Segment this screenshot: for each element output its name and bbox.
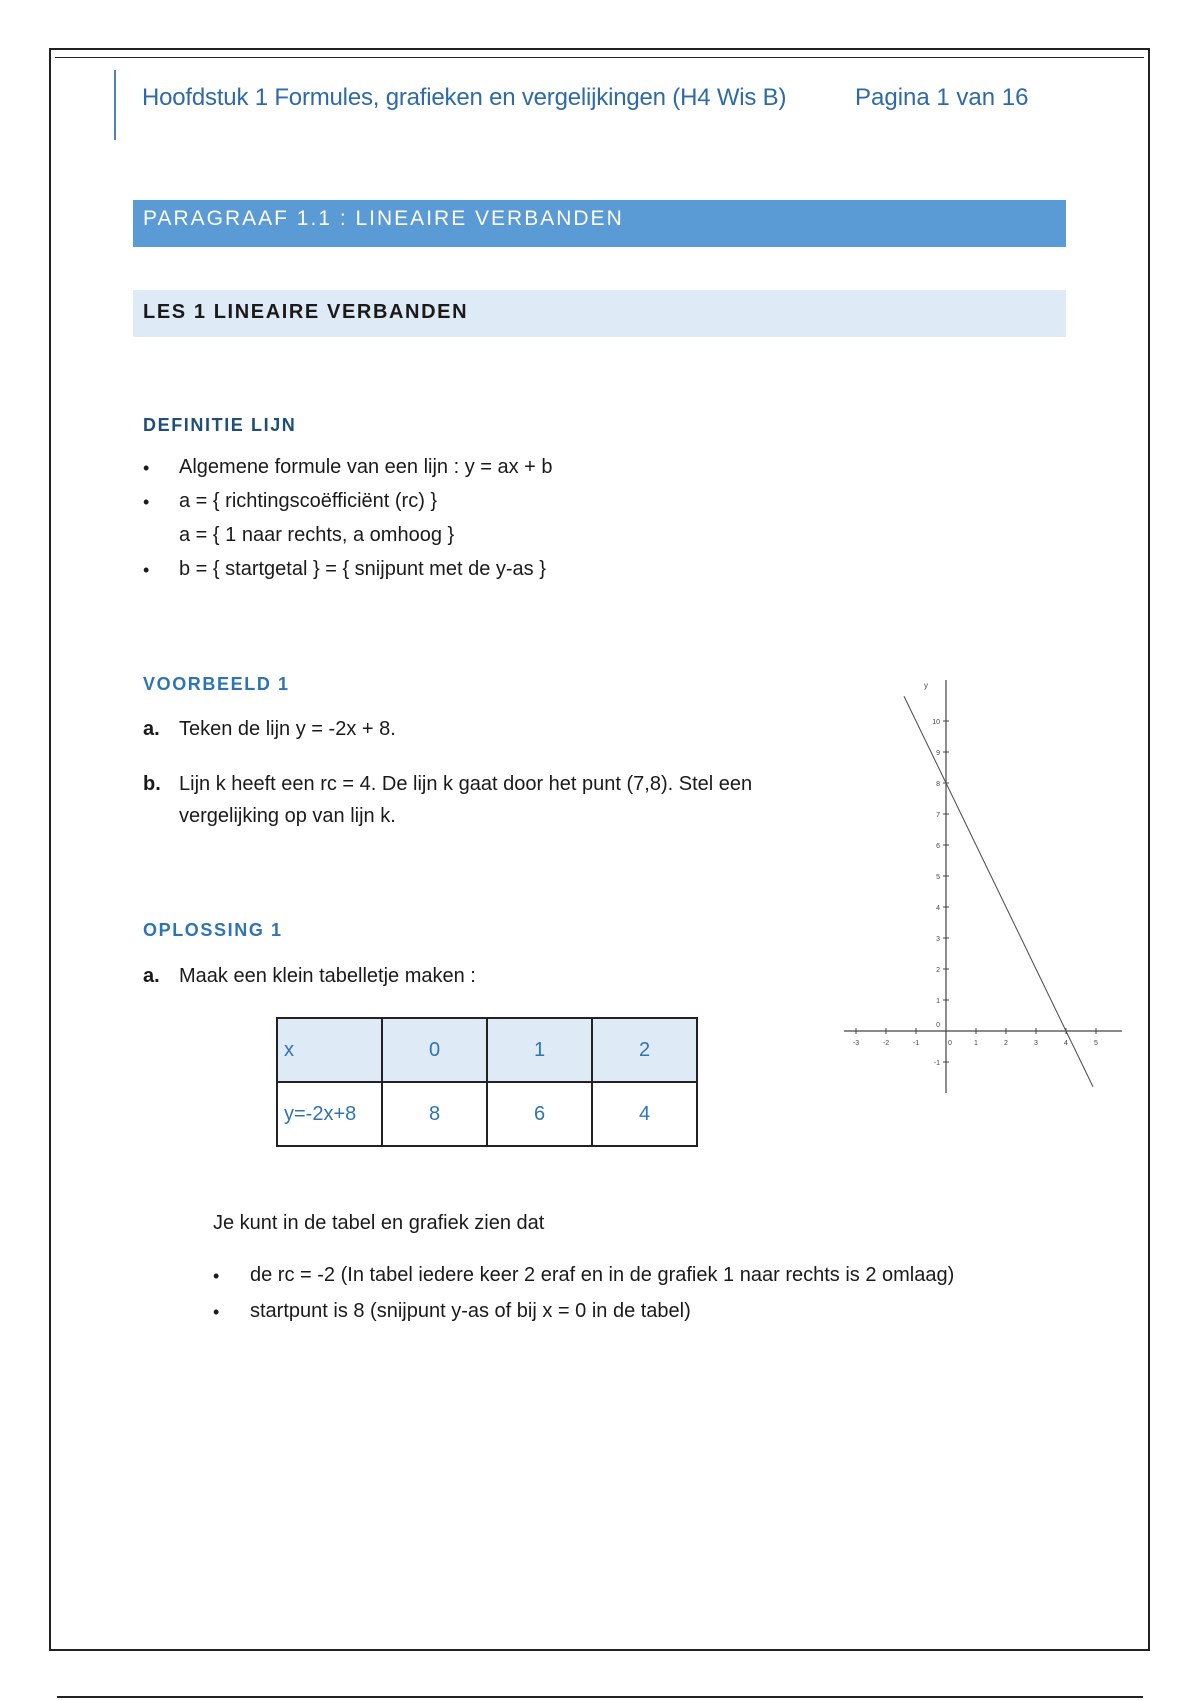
definitie-item: a = { 1 naar rechts, a omhoog }	[179, 524, 455, 546]
definitie-bullet: •	[143, 458, 150, 478]
y-tick-label: 7	[936, 812, 940, 819]
definitie-bullet: •	[143, 560, 150, 580]
table-row	[277, 1082, 697, 1146]
voorbeeld-b-text: vergelijking op van lijn k.	[179, 805, 396, 827]
table-cell: 2	[592, 1018, 697, 1082]
table-cell: 8	[382, 1082, 487, 1146]
y-tick-label: -1	[933, 1060, 940, 1067]
table-row	[277, 1018, 697, 1082]
table-cell: 6	[487, 1082, 592, 1146]
oplossing-bullet-marker: •	[213, 1302, 220, 1322]
x-tick-label: -1	[912, 1040, 920, 1047]
table-cell: 1	[487, 1018, 592, 1082]
y-tick-label: 2	[936, 967, 940, 974]
x-tick-label: 3	[1034, 1040, 1038, 1047]
origin-label: 0	[936, 1022, 940, 1029]
voorbeeld-b-label: b.	[143, 773, 161, 795]
frame-inner-rule	[55, 57, 1144, 58]
definitie-heading: DEFINITIE LIJN	[143, 415, 297, 435]
table-cell: x	[277, 1018, 382, 1082]
oplossing-bullet-marker: •	[213, 1266, 220, 1286]
x-tick-label: 2	[1004, 1040, 1008, 1047]
page-number: Pagina 1 van 16	[855, 84, 1029, 111]
y-tick-label: 8	[936, 781, 940, 788]
y-tick-label: 9	[936, 750, 940, 757]
x-tick-label: 5	[1094, 1040, 1098, 1047]
y-tick-label: 1	[936, 998, 940, 1005]
oplossing-bullet: de rc = -2 (In tabel iedere keer 2 eraf en in de grafiek 1 naar rechts is 2 omlaag)	[250, 1264, 955, 1286]
table-cell: 4	[592, 1082, 697, 1146]
value-table	[276, 1017, 698, 1147]
y-tick-label: 5	[936, 874, 940, 881]
x-tick-label: 0	[948, 1040, 952, 1047]
header-accent-bar	[114, 70, 116, 140]
table-cell: 0	[382, 1018, 487, 1082]
definitie-bullet: •	[143, 492, 150, 512]
header-title: Hoofdstuk 1 Formules, grafieken en vergelijkingen (H4 Wis B)	[142, 84, 787, 111]
x-tick-label: -2	[882, 1040, 890, 1047]
oplossing-a-label: a.	[143, 965, 160, 987]
line-graph	[840, 681, 1130, 1093]
bottom-rule	[57, 1696, 1143, 1698]
y-tick-label: 3	[936, 936, 940, 943]
definitie-item: b = { startgetal } = { snijpunt met de y-as }	[179, 558, 546, 580]
definitie-item: a = { richtingscoëfficiënt (rc) }	[179, 490, 438, 512]
les-title: LES 1 LINEAIRE VERBANDEN	[143, 301, 469, 323]
voorbeeld-b-text: Lijn k heeft een rc = 4. De lijn k gaat door het punt (7,8). Stel een	[179, 773, 753, 795]
oplossing-bullet: startpunt is 8 (snijpunt y-as of bij x = 0 in de tabel)	[250, 1300, 691, 1322]
series-line	[904, 696, 1093, 1087]
x-tick-label: 1	[974, 1040, 978, 1047]
y-tick-label: 10	[932, 719, 940, 726]
x-tick-label: 4	[1064, 1040, 1068, 1047]
oplossing-heading: OPLOSSING 1	[143, 920, 283, 940]
x-tick-label: -3	[852, 1040, 860, 1047]
table-cell: y=-2x+8	[277, 1082, 382, 1146]
y-tick-label: 4	[936, 905, 940, 912]
y-tick-label: 6	[936, 843, 940, 850]
voorbeeld-heading: VOORBEELD 1	[143, 674, 290, 694]
oplossing-intro: Je kunt in de tabel en grafiek zien dat	[213, 1212, 545, 1234]
voorbeeld-a-text: Teken de lijn y = -2x + 8.	[179, 718, 396, 740]
voorbeeld-a-label: a.	[143, 718, 160, 740]
paragraaf-title: PARAGRAAF 1.1 : LINEAIRE VERBANDEN	[143, 207, 624, 230]
oplossing-a-text: Maak een klein tabelletje maken :	[179, 965, 476, 987]
y-axis-label: y	[924, 681, 928, 690]
definitie-item: Algemene formule van een lijn : y = ax + b	[179, 456, 553, 478]
